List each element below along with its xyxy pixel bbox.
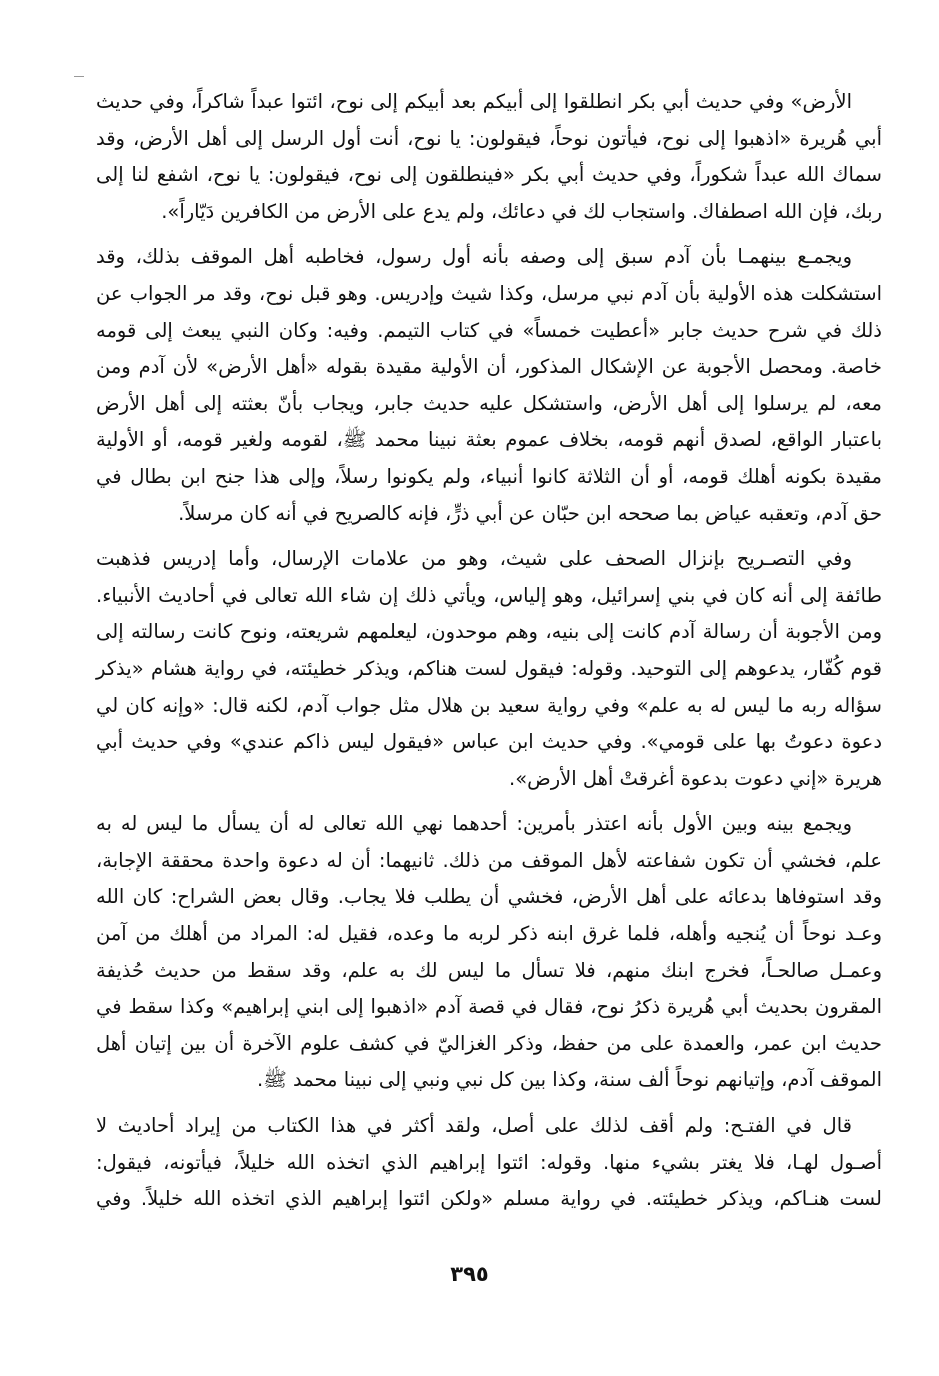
text-line: استشكلت هذه الأولية بأن آدم نبي مرسل، وكذا شيث وإدريس. وهو قبل نوح، وقد مر الجواب عن <box>96 281 882 305</box>
text-line: ذلك في شرح حديث جابر «أعطيت خمساً» في كتاب التيمم. وفيه: وكان النبي يبعث إلى قومه <box>96 318 882 342</box>
text-line: الموقف آدم، وإتيانهم نوحاً ألف سنة، وكذا بين كل نبي ونبي إلى نبينا محمد ﷺ. <box>257 1068 882 1092</box>
text-line: أبي هُريرة «اذهبوا إلى نوح، فيأتون نوحاً، فيقولون: يا نوح، أنت أول الرسل إلى أهل الأرض، وقد <box>96 126 882 150</box>
text-line: المقرون بحديث أبي هُريرة ذكرُ نوح، فقال في قصة آدم «اذهبوا إلى ابني إبراهيم» وكذا سقط في <box>96 995 882 1019</box>
text-line: قوم كُفّار، يدعوهم إلى التوحيد. وقوله: فيقول لست هناكم، ويذكر خطيئته، في رواية هشام «يذكر <box>96 656 882 680</box>
text-line: وعمـل صالحـاً، فخرج ابنك منهم، فلا تسأل ما ليس لك به علم، وقد سقط من حديث حُذيفة <box>96 958 882 982</box>
paragraph <box>96 84 882 230</box>
text-line: مقيدة بكونه أهلك قومه، أو أن الثلاثة كانوا أنبياء، ولم يكونوا رسلاً، وإلى هذا جنح ابن بطال في <box>96 464 882 488</box>
text-line: ومن الأجوبة أن رسالة آدم كانت إلى بنيه، وهم موحدون، ليعلمهم شريعته، ونوح كانت رسالته إلى <box>96 620 882 644</box>
text-line: ويجمـع بينهمـا بأن آدم سبق إلى وصفه بأنه أول رسول، فخاطبه أهل الموقف بذلك، وقد <box>96 245 852 269</box>
text-line: حديث ابن عمر، والعمدة على من حفظ، وذكر الغزاليّ في كشف علوم الآخرة أن بين إتيان أهل <box>96 1031 882 1055</box>
text-line: وعـد نوحاً أن يُنجيه وأهله، فلما غرق ابنه ذكر لربه ما وعده، فقيل له: المراد من أهلك من آمن <box>96 922 882 946</box>
text-line: ربك، فإن الله اصطفاك. واستجاب لك في دعائك، ولم يدع على الأرض من الكافرين دَيّاراً». <box>161 199 882 223</box>
paragraph <box>96 541 882 797</box>
text-line: وقد استوفاها بدعائه على أهل الأرض، فخشي أن يطلب فلا يجاب. وقال بعض الشراح: كان الله <box>96 885 882 909</box>
text-line: ويجمع بينه وبين الأول بأنه اعتذر بأمرين: أحدهما نهي الله تعالى له أن يسأل ما ليس له به <box>96 812 852 836</box>
text-line: الأرض» وفي حديث أبي بكر انطلقوا إلى أبيكم بعد أبيكم إلى نوح، ائتوا عبداً شاكراً، وفي حديث <box>96 90 852 113</box>
text-line: معه، لم يرسلوا إلى أهل الأرض، واستشكل عليه حديث جابر، ويجاب بأنّ بعثته إلى أهل الأرض <box>96 391 882 415</box>
text-line: قال في الفتـح: ولم أقف لذلك على أصل، ولقد أكثر في هذا الكتاب من إيراد أحاديث لا <box>96 1114 852 1138</box>
paragraph <box>96 1108 882 1218</box>
text-line: أصـول لهـا، فلا يغتر بشيء منها. وقوله: ائتوا إبراهيم الذي اتخذه الله خليلاً، فيأتونه، فيقول: <box>96 1150 882 1174</box>
page-body-text <box>96 84 882 1227</box>
text-line: لست هنـاكم، ويذكر خطيئته. في رواية مسلم «ولكن ائتوا إبراهيم الذي اتخذه الله خليلاً. وفي <box>96 1187 882 1211</box>
text-line: دعوة دعوتُ بها على قومي». وفي حديث ابن عباس «فيقول ليس ذاكم عندي» وفي حديث أبي <box>96 730 882 754</box>
text-line: علم، فخشي أن تكون شفاعته لأهل الموقف من ذلك. ثانيهما: أن له دعوة واحدة محققة الإجابة، <box>96 848 882 872</box>
text-line: حق آدم، وتعقبه عياض بما صححه ابن حبّان عن أبي ذرٍّ، فإنه كالصريح في أنه كان مرسلاً. <box>178 501 882 525</box>
text-line: وفي التصـريح بإنزال الصحف على شيث، وهو من علامات الإرسال، وأما إدريس فذهبت <box>96 547 852 571</box>
text-line: سؤاله ربه ما ليس له به علم» وفي رواية سعيد بن هلال مثل جواب آدم، لكنه قال: «وإنه كان لي <box>96 693 882 717</box>
paragraph <box>96 806 882 1099</box>
text-line: باعتبار الواقع، لصدق أنهم قومه، بخلاف عموم بعثة نبينا محمد ﷺ، لقومه ولغير قومه، أو الأولية <box>96 428 882 452</box>
text-line: هريرة «إني دعوت بدعوة أغرقتْ أهل الأرض». <box>509 766 882 790</box>
page-corner-mark <box>74 76 84 77</box>
text-line: طائفة إلى أنه كان في بني إسرائيل، وهو إلياس، ويأتي ذلك إن شاء الله تعالى في أحاديث الأنبياء. <box>96 583 882 607</box>
page-number: ٣٩٥ <box>450 1262 489 1286</box>
text-line: سماك الله عبداً شكوراً، وفي حديث أبي بكر «فينطلقون إلى نوح، فيقولون: يا نوح، اشفع لنا إلى <box>96 163 882 187</box>
paragraph <box>96 239 882 532</box>
text-line: خاصة. ومحصل الأجوبة عن الإشكال المذكور، أن الأولية مقيدة بقوله «أهل الأرض» لأن آدم ومن <box>96 355 882 379</box>
